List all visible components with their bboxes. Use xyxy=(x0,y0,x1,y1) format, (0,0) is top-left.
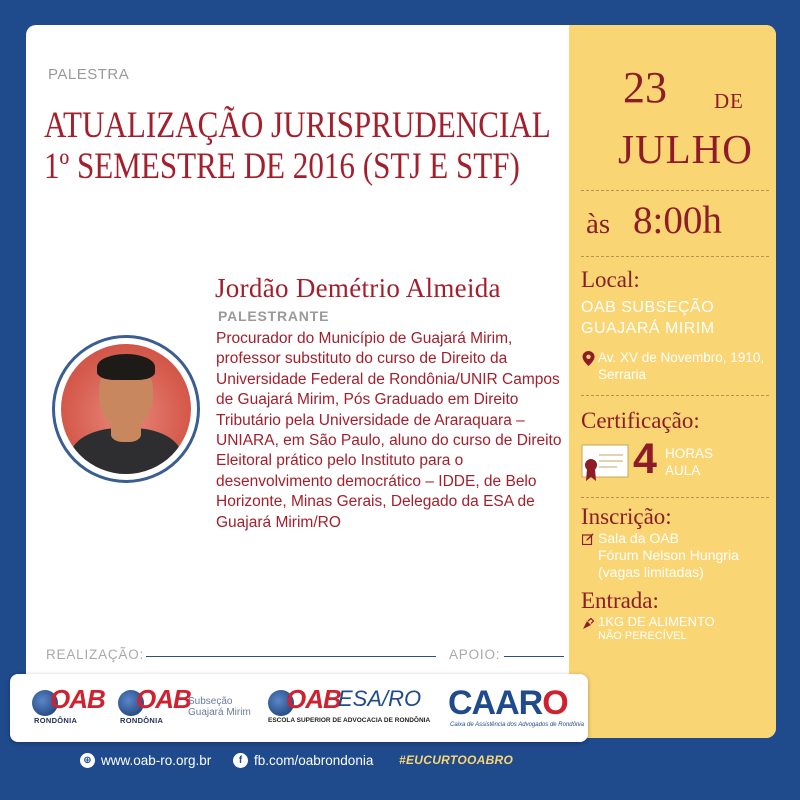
esa-logo-word: ESA/RO xyxy=(338,686,422,711)
certification-label: Certificação: xyxy=(581,408,700,433)
subsecao-text xyxy=(188,696,251,718)
event-title-line1: ATUALIZAÇÃO JURISPRUDENCIAL xyxy=(44,105,551,146)
speaker-name: Jordão Demétrio Almeida xyxy=(215,273,501,303)
esa-ro-logo xyxy=(268,684,431,734)
address-line2: Serraria xyxy=(598,367,647,382)
certification-unit-line1: HORAS xyxy=(665,446,714,461)
location-label: Local: xyxy=(581,267,640,292)
realizacao-label: REALIZAÇÃO: xyxy=(46,647,145,662)
website-link[interactable]: www.oab-ro.org.br xyxy=(101,752,212,768)
caaro-logo xyxy=(448,684,584,734)
caaro-word-b: O xyxy=(542,684,568,722)
registration-details xyxy=(598,530,739,581)
oab-logo-word: OAB xyxy=(50,684,105,714)
panel-divider xyxy=(581,497,769,498)
speaker-role: PALESTRANTE xyxy=(218,308,330,324)
panel-divider xyxy=(581,395,769,396)
footer-facebook[interactable] xyxy=(233,750,373,770)
apoio-label: APOIO: xyxy=(449,647,501,662)
esa-oab-word: OAB xyxy=(286,684,341,714)
footer-website[interactable] xyxy=(80,750,211,770)
globe-icon: ⊕ xyxy=(80,753,95,768)
address-line1: Av. XV de Novembro, 1910, xyxy=(598,350,765,365)
speaker-photo xyxy=(52,335,200,483)
map-pin-icon xyxy=(582,351,595,366)
certification-hours: 4 xyxy=(633,435,657,483)
event-card xyxy=(26,25,776,738)
certification-unit xyxy=(665,445,713,479)
registration-line2: Fórum Nelson Hungria xyxy=(598,547,739,563)
subsecao-line2: Guajará Mirim xyxy=(188,707,251,718)
event-title-line2: 1º SEMESTRE DE 2016 (STJ E STF) xyxy=(44,146,520,187)
location-address xyxy=(598,349,764,383)
registration-line3: (vagas limitadas) xyxy=(598,564,704,580)
entry-note: NÃO PERECÍVEL xyxy=(598,630,687,642)
footer-hashtag: #EUCURTOOABRO xyxy=(399,753,514,767)
apoio-divider xyxy=(504,656,564,657)
oab-logo-sub: RONDÔNIA xyxy=(120,716,164,725)
registration-line1: Sala da OAB xyxy=(598,530,679,546)
event-month: JULHO xyxy=(618,126,753,172)
location-name xyxy=(581,297,715,339)
event-time-prefix: às xyxy=(586,208,611,240)
entry-label: Entrada: xyxy=(581,588,659,613)
certificate-icon xyxy=(581,443,629,485)
location-name-line1: OAB SUBSEÇÃO xyxy=(581,299,715,316)
event-date-de: DE xyxy=(714,89,744,113)
realizacao-divider xyxy=(146,656,436,657)
oab-rondonia-logo xyxy=(32,684,105,734)
entry-item: 1KG DE ALIMENTO xyxy=(598,614,715,629)
caaro-word-a: CAAR xyxy=(448,684,543,722)
oab-subsecao-logo xyxy=(118,684,268,734)
logo-band xyxy=(10,674,588,742)
event-title xyxy=(44,105,551,187)
panel-divider xyxy=(581,256,769,257)
food-icon xyxy=(582,618,594,630)
edit-icon xyxy=(582,533,594,545)
info-panel xyxy=(569,25,776,738)
event-time: 8:00h xyxy=(633,199,722,242)
facebook-link[interactable]: fb.com/oabrondonia xyxy=(254,752,374,768)
portrait-hair xyxy=(97,354,155,380)
caaro-logo-word xyxy=(448,684,568,723)
location-name-line2: GUAJARÁ MIRIM xyxy=(581,320,715,337)
facebook-icon: f xyxy=(233,753,248,768)
speaker-portrait xyxy=(61,344,191,474)
oab-logo-sub: RONDÔNIA xyxy=(34,716,78,725)
speaker-bio: Procurador do Município de Guajará Mirim, professor substituto do curso de Direito da Universidade Federal de Rondônia/UNIR Campos de Guajará Mirim, Pós Graduado em Direito Tributário pela Universidade de Araraquara – UNIARA, em São Paulo, aluno do curso de Direito Eleitoral prático pelo Instituto para o desenvolvimento democrático – IDDE, de Belo Horizonte, Minas Gerais, Delegado da ESA de Guajará Mirim/RO xyxy=(216,330,562,531)
caaro-logo-sub: Caixa de Assistência dos Advogados de Rondônia xyxy=(450,722,584,728)
oab-logo-word: OAB xyxy=(136,684,191,714)
event-day: 23 xyxy=(623,63,667,112)
certification-unit-line2: AULA xyxy=(665,463,701,478)
esa-logo-sub: ESCOLA SUPERIOR DE ADVOCACIA DE RONDÔNIA xyxy=(268,717,431,724)
subsecao-line1: Subseção xyxy=(188,696,233,707)
panel-divider xyxy=(581,190,769,191)
event-kicker: PALESTRA xyxy=(48,66,130,83)
registration-label: Inscrição: xyxy=(581,504,672,529)
